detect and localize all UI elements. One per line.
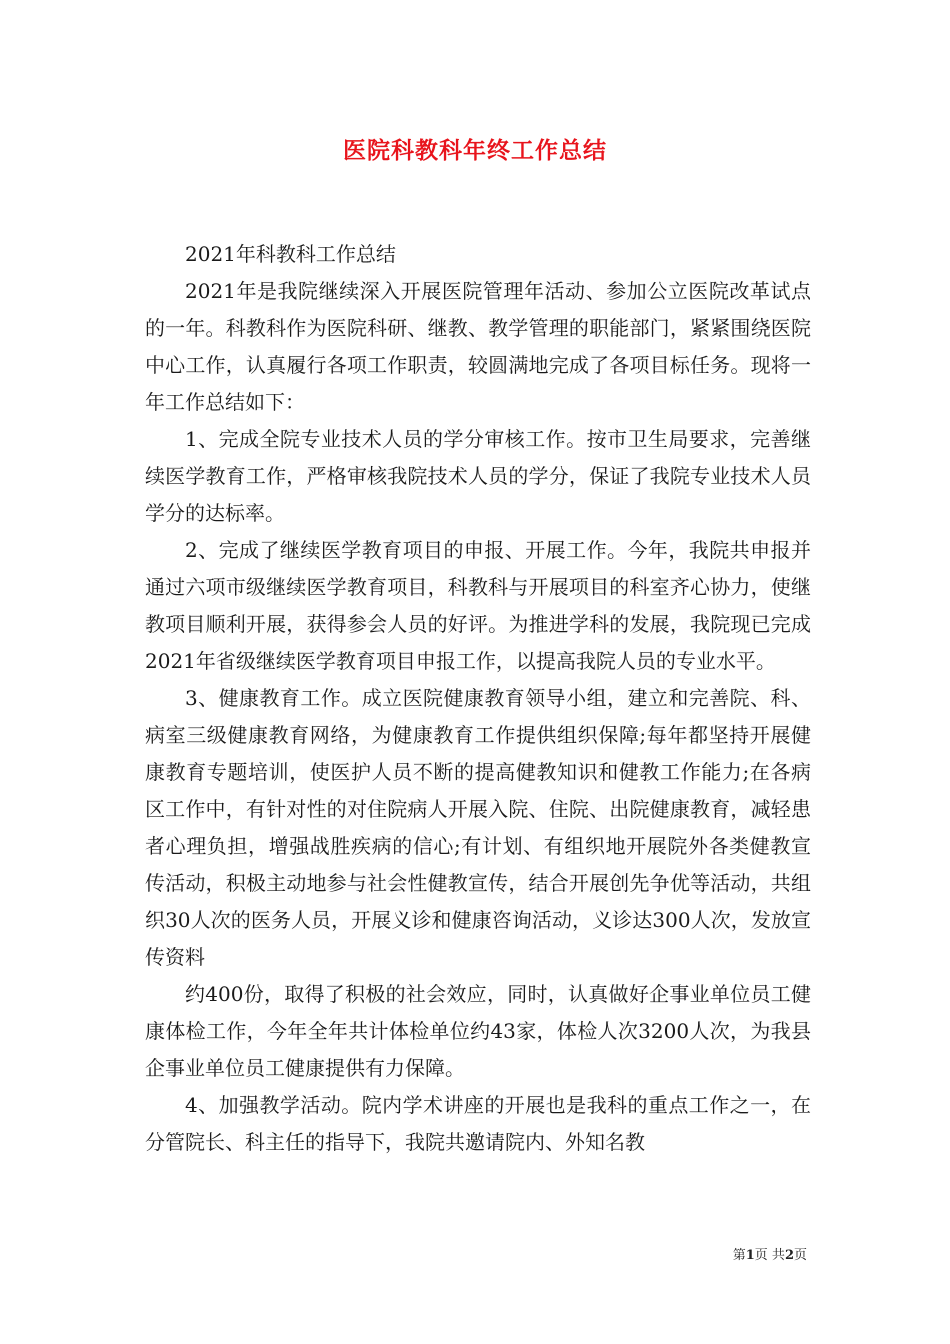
- item-3-continuation-paragraph: 约400份，取得了积极的社会效应，同时，认真做好企事业单位员工健康体检工作，今年全年共计体检单位约43家，体检人次3200人次，为我县企事业单位员工健康提供有力保障。: [145, 982, 811, 1080]
- current-page-number: 1: [745, 1248, 755, 1263]
- footer-prefix: 第: [732, 1248, 746, 1263]
- document-title: 医院科教科年终工作总结: [343, 137, 607, 164]
- document-body: [145, 236, 811, 1161]
- item-2-paragraph: 2、完成了继续医学教育项目的申报、开展工作。今年，我院共申报并通过六项市级继续医学教育项目，科教科与开展项目的科室齐心协力，使继教项目顺利开展，获得参会人员的好评。为推进学科的发展，我院现已完成2021年省级继续医学教育项目申报工作，以提高我院人员的专业水平。: [145, 538, 811, 673]
- item-4-paragraph: 4、加强教学活动。院内学术讲座的开展也是我科的重点工作之一，在分管院长、科主任的指导下，我院共邀请院内、外知名教: [145, 1093, 811, 1154]
- footer-middle: 页 共: [754, 1248, 785, 1263]
- item-3-paragraph: 3、健康教育工作。成立医院健康教育领导小组，建立和完善院、科、病室三级健康教育网络，为健康教育工作提供组织保障;每年都坚持开展健康教育专题培训，使医护人员不断的提高健教知识和健教工作能力;在各病区工作中，有针对性的对住院病人开展入院、住院、出院健康教育，减轻患者心理负担，增强战胜疾病的信心;有计划、有组织地开展院外各类健教宣传活动，积极主动地参与社会性健教宣传，结合开展创先争优等活动，共组织30人次的医务人员，开展义诊和健康咨询活动，义诊达300人次，发放宣传资料: [145, 686, 811, 969]
- section-subtitle: 2021年科教科工作总结: [185, 242, 396, 266]
- page-footer: [733, 1244, 807, 1263]
- intro-paragraph: 2021年是我院继续深入开展医院管理年活动、参加公立医院改革试点的一年。科教科作为医院科研、继教、教学管理的职能部门，紧紧围绕医院中心工作，认真履行各项工作职责，较圆满地完成了各项目标任务。现将一年工作总结如下：: [145, 279, 811, 414]
- item-1-paragraph: 1、完成全院专业技术人员的学分审核工作。按市卫生局要求，完善继续医学教育工作，严格审核我院技术人员的学分，保证了我院专业技术人员学分的达标率。: [145, 427, 811, 525]
- total-pages-number: 2: [784, 1248, 794, 1263]
- footer-suffix: 页: [793, 1248, 807, 1263]
